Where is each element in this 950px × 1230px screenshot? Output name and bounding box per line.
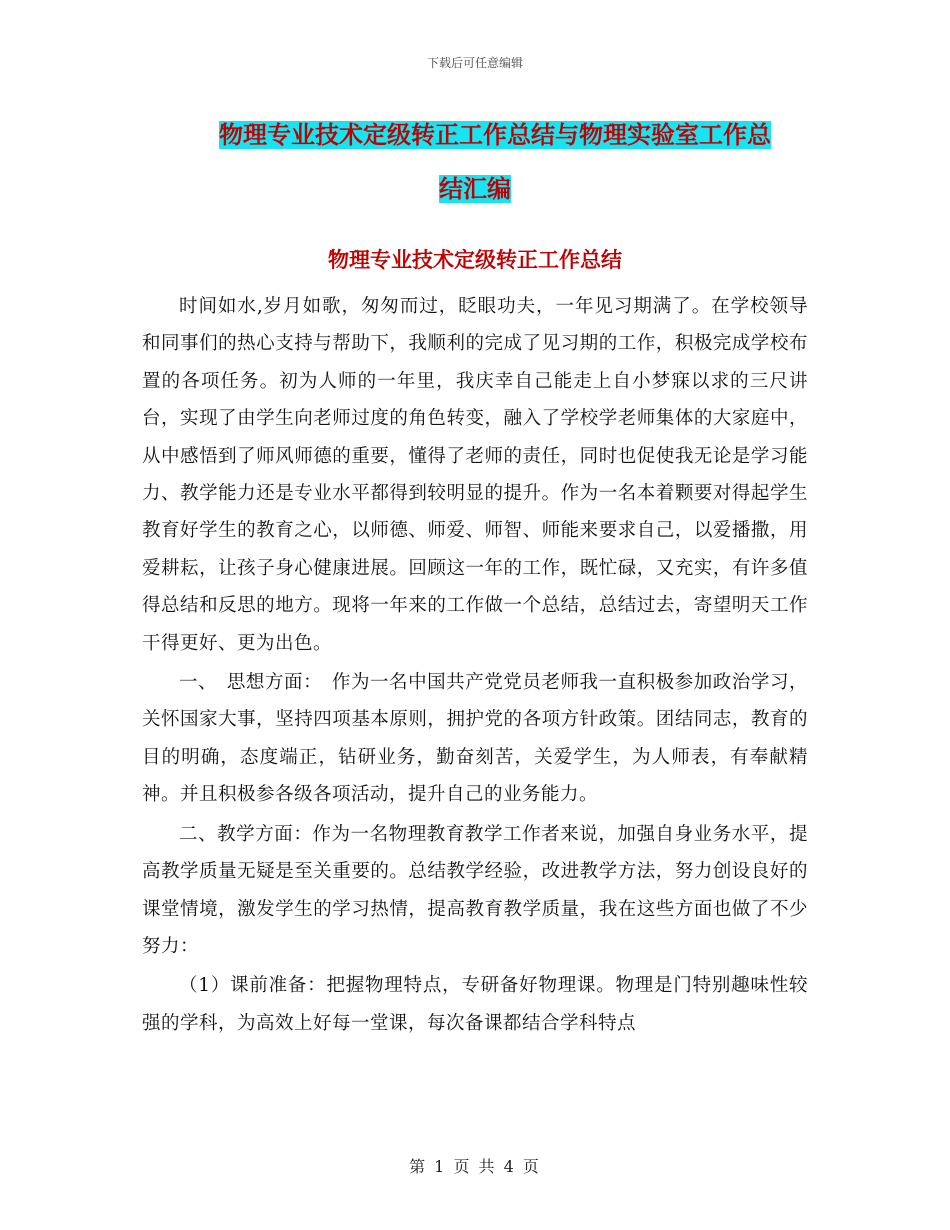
document-body [142, 288, 808, 1044]
page-footer: 第 1 页 共 4 页 [409, 1157, 541, 1176]
paragraph-intro: 时间如水,岁月如歌，匆匆而过，眨眼功夫，一年见习期满了。在学校领导和同事们的热心支持与帮助下，我顺利的完成了见习期的工作，积极完成学校布置的各项任务。初为人师的一年里，我庆幸自己能走上自小梦寐以求的三尺讲台，实现了由学生向老师过度的角色转变，融入了学校学老师集体的大家庭中，从中感悟到了师风师德的重要，懂得了老师的责任，同时也促使我无论是学习能力、教学能力还是专业水平都得到较明显的提升。作为一名本着颗要对得起学生教育好学生的教育之心，以师德、师爱、师智、师能来要求自己，以爱播撒，用爱耕耘，让孩子身心健康进展。回顾这一年的工作，既忙碌，又充实，有许多值得总结和反思的地方。现将一年来的工作做一个总结，总结过去，寄望明天工作干得更好、更为出色。 [142, 296, 808, 654]
section-title: 物理专业技术定级转正工作总结 [328, 248, 622, 272]
title-line-2: 结汇编 [439, 175, 511, 203]
paragraph-preparation: （1）课前准备：把握物理特点，专研备好物理课。物理是门特别趣味性较强的学科，为高效上好每一堂课，每次备课都结合学科特点 [142, 975, 808, 1034]
header-note: 下载后可任意编辑 [426, 56, 523, 70]
title-line-1: 物理专业技术定级转正工作总结与物理实验室工作总 [219, 121, 771, 149]
paragraph-teaching: 二、教学方面：作为一名物理教育教学工作者来说，加强自身业务水平，提高教学质量无疑是至关重要的。总结教学经验，改进教学方法，努力创设良好的课堂情境，激发学生的学习热情，提高教育教学质量，我在这些方面也做了不少努力： [142, 823, 808, 957]
document-title [0, 108, 950, 216]
paragraph-thought: 一、 思想方面： 作为一名中国共产党党员老师我一直积极参加政治学习，关怀国家大事，坚持四项基本原则，拥护党的各项方针政策。团结同志，教育的目的明确，态度端正，钻研业务，勤奋刻苦，关爱学生，为人师表，有奉献精神。并且积极参各级各项活动，提升自己的业务能力。 [142, 672, 808, 806]
